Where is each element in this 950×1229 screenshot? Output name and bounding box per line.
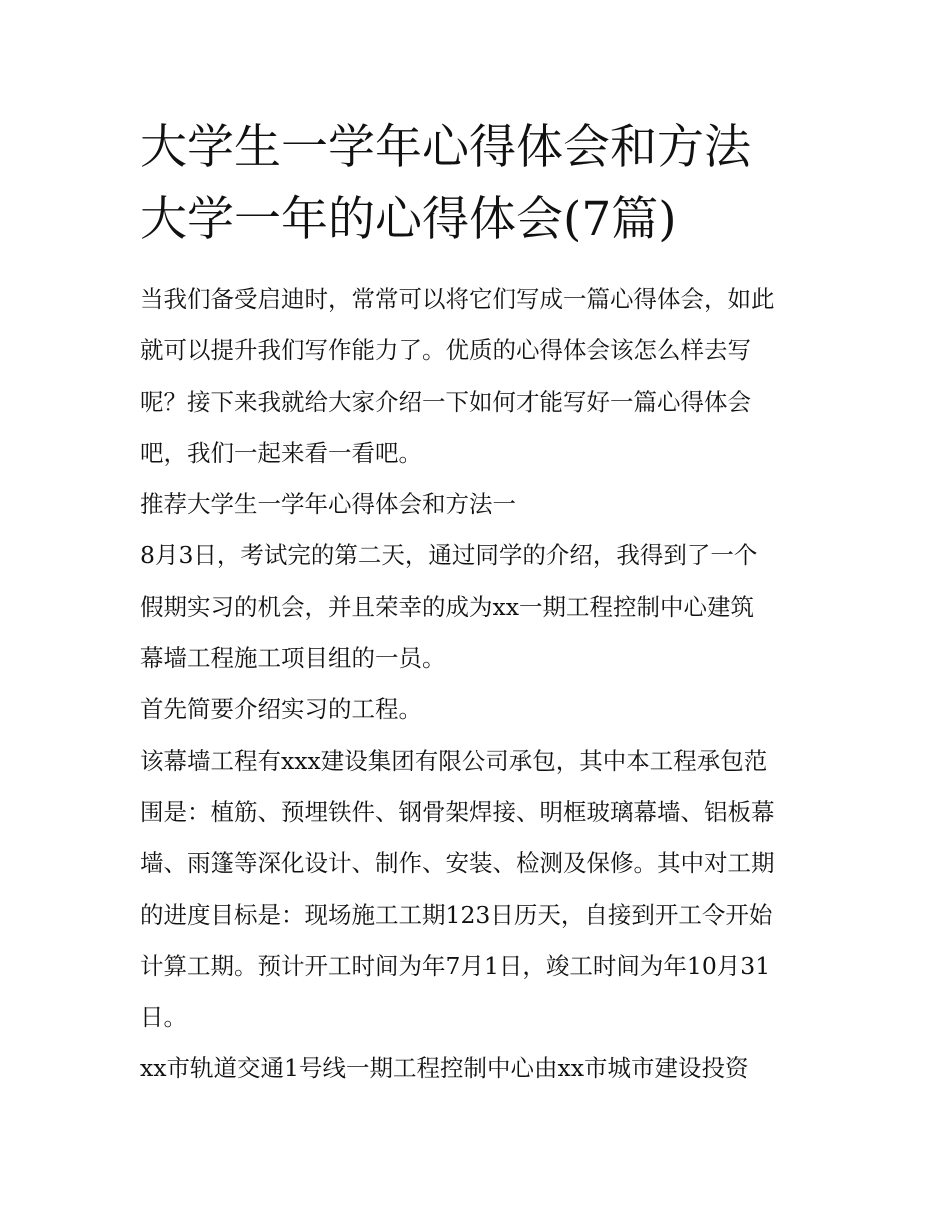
- document-title: [140, 112, 820, 256]
- body-paragraph: [140, 530, 820, 684]
- text-line: 假期实习的机会，并且荣幸的成为xx一期工程控制中心建筑: [140, 592, 755, 621]
- title-line: 大学一年的心得体会(7篇): [140, 192, 677, 247]
- text-line: 推荐大学生一学年心得体会和方法一: [140, 490, 516, 519]
- document-page: [140, 112, 820, 1095]
- text-line: 计算工期。预计开工时间为年7月1日，竣工时间为年10月31: [140, 951, 771, 980]
- body-paragraph: [140, 1043, 820, 1094]
- body-paragraph: [140, 684, 820, 735]
- text-line: 日。: [140, 1003, 187, 1032]
- text-line: 墙、雨篷等深化设计、制作、安装、检测及保修。其中对工期: [140, 849, 775, 878]
- text-line: 当我们备受启迪时，常常可以将它们写成一篇心得体会，如此: [140, 285, 775, 313]
- text-line: 的进度目标是：现场施工工期123日历天，自接到开工令开始: [140, 900, 773, 929]
- text-line: xx市轨道交通1号线一期工程控制中心由xx市城市建设投资: [140, 1054, 749, 1083]
- text-line: 就可以提升我们写作能力了。优质的心得体会该怎么样去写: [140, 336, 751, 365]
- intro-paragraph: [140, 274, 820, 479]
- text-line: 呢？接下来我就给大家介绍一下如何才能写好一篇心得体会: [140, 387, 751, 416]
- text-line: 该幕墙工程有xxx建设集团有限公司承包，其中本工程承包范: [140, 746, 768, 775]
- body-paragraph: [140, 736, 820, 1044]
- text-line: 8月3日，考试完的第二天，通过同学的介绍，我得到了一个: [140, 541, 758, 570]
- text-line: 围是：植筋、预埋铁件、钢骨架焊接、明框玻璃幕墙、铝板幕: [140, 797, 775, 826]
- title-line: 大学生一学年心得体会和方法: [140, 120, 751, 175]
- text-line: 幕墙工程施工项目组的一员。: [140, 644, 446, 673]
- text-line: 首先简要介绍实习的工程。: [140, 695, 422, 724]
- text-line: 吧，我们一起来看一看吧。: [140, 438, 422, 467]
- section-heading: [140, 479, 820, 530]
